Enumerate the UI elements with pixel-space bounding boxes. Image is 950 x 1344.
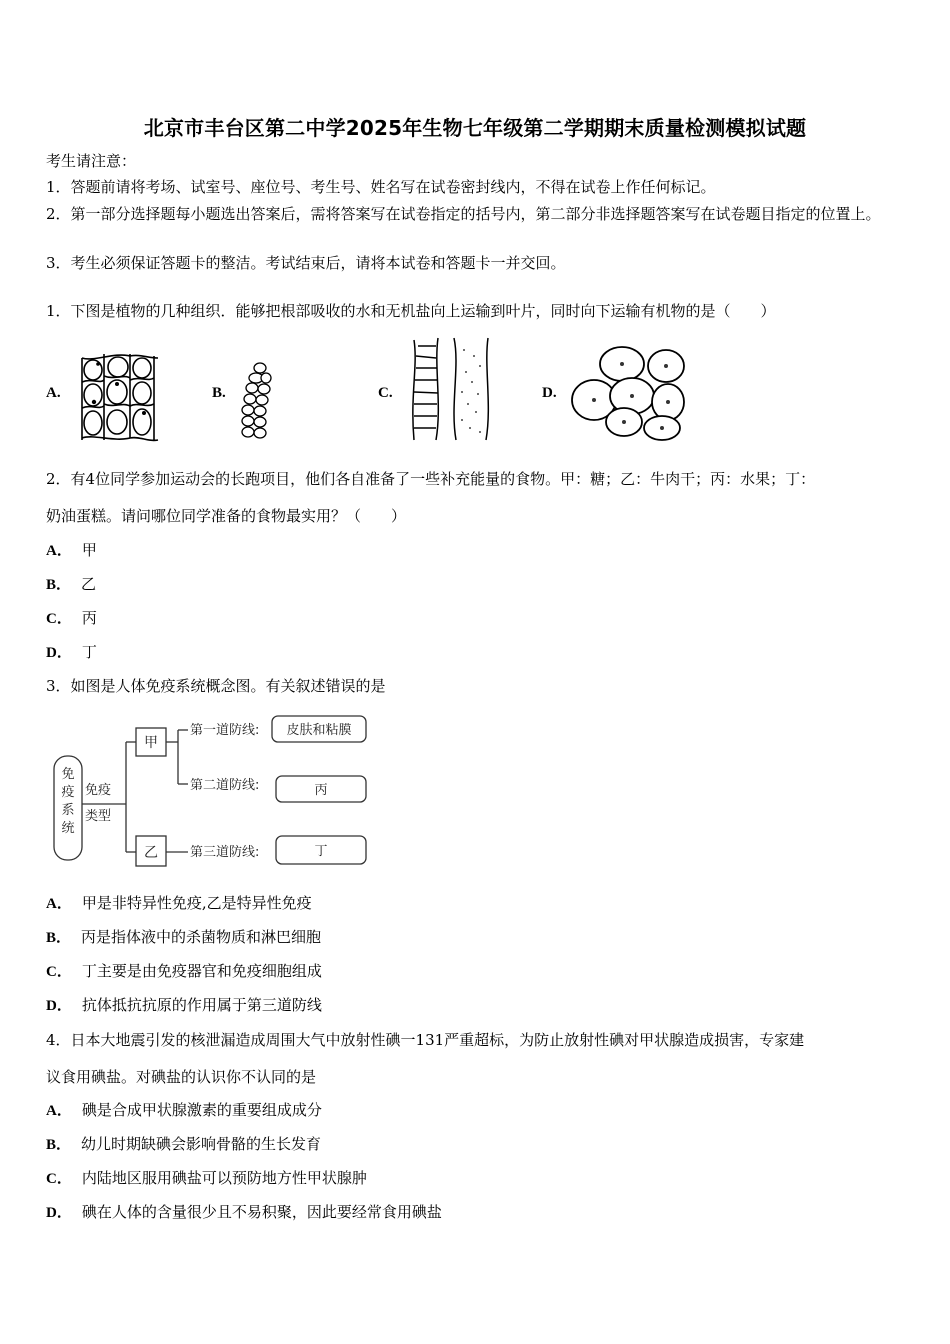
option [46, 1100, 322, 1121]
diagram-line-3: 第三道防线: [190, 845, 260, 860]
option [46, 927, 321, 948]
diagram-box-3-text: 丁 [314, 844, 328, 859]
option [46, 961, 322, 982]
q1-option-b-label: B. [212, 385, 226, 401]
option-label: C． [46, 1171, 72, 1187]
diagram-line-2: 第二道防线: [190, 778, 260, 793]
question-2-stem: 奶油蛋糕。请问哪位同学准备的食物最实用？（ ） [46, 507, 407, 525]
diagram-root-char: 统 [61, 821, 75, 836]
diagram-type-label-2: 类型 [85, 809, 112, 824]
diagram-node-a: 甲 [144, 735, 158, 751]
option-text: 丙 [81, 609, 97, 627]
option-text: 碘是合成甲状腺激素的重要组成成分 [81, 1101, 322, 1119]
option-text: 丙是指体液中的杀菌物质和淋巴细胞 [81, 928, 322, 946]
option-label: B． [46, 930, 72, 946]
q1-tissue-c-figure [404, 336, 496, 444]
q1-tissue-a-figure [74, 350, 164, 445]
diagram-root-char: 免 [61, 767, 75, 782]
option-text: 幼儿时期缺碘会影响骨骼的生长发育 [81, 1135, 322, 1153]
diagram-root-char: 系 [61, 803, 75, 818]
option [46, 608, 97, 629]
option-label: D． [46, 1205, 72, 1221]
option-label: A． [46, 896, 72, 912]
question-2-stem: 2．有4位同学参加运动会的长跑项目，他们各自准备了一些补充能量的食物。甲：糖；乙：牛肉干；丙：水果；丁： [46, 470, 816, 488]
diagram-node-b: 乙 [144, 845, 158, 861]
option-text: 丁主要是由免疫器官和免疫细胞组成 [81, 962, 322, 980]
diagram-box-1-text: 皮肤和粘膜 [286, 723, 352, 738]
diagram-line-1: 第一道防线: [190, 723, 260, 738]
question-4-stem: 议食用碘盐。对碘盐的认识你不认同的是 [46, 1068, 317, 1086]
option-text: 甲 [81, 541, 97, 559]
option-text: 内陆地区服用碘盐可以预防地方性甲状腺肿 [81, 1169, 367, 1187]
option-label: D． [46, 998, 72, 1014]
option-text: 甲是非特异性免疫,乙是特异性免疫 [81, 894, 312, 912]
page-title: 北京市丰台区第二中学2025年生物七年级第二学期期末质量检测模拟试题 [143, 116, 807, 140]
option-label: B． [46, 577, 72, 593]
option-text: 丁 [81, 643, 97, 661]
option-label: C． [46, 611, 72, 627]
option [46, 893, 312, 914]
option-label: A． [46, 1103, 72, 1119]
immune-system-concept-diagram [48, 712, 378, 872]
option-text: 乙 [81, 575, 97, 593]
option [46, 1134, 321, 1155]
question-4-stem: 4．日本大地震引发的核泄漏造成周围大气中放射性碘一131严重超标，为防止放射性碘对甲状腺造成损害，专家建 [46, 1031, 805, 1049]
question-1-stem: 1．下图是植物的几种组织．能够把根部吸收的水和无机盐向上运输到叶片，同时向下运输有机物的是（ ） [46, 302, 776, 320]
option-text: 抗体抵抗抗原的作用属于第三道防线 [81, 996, 322, 1014]
option [46, 995, 322, 1016]
question-3-stem: 3．如图是人体免疫系统概念图。有关叙述错误的是 [46, 677, 386, 695]
option-label: B． [46, 1137, 72, 1153]
notice-heading: 考生请注意： [46, 152, 137, 170]
q1-tissue-d-figure [568, 338, 692, 444]
option-label: C． [46, 964, 72, 980]
diagram-box-2-text: 丙 [314, 783, 328, 798]
option-label: D． [46, 645, 72, 661]
q1-tissue-b-figure [238, 358, 278, 443]
q1-option-d-label: D. [542, 385, 557, 401]
notice-item: 1．答题前请将考场、试室号、座位号、考生号、姓名写在试卷密封线内，不得在试卷上作任何标记。 [46, 178, 716, 196]
option-text: 碘在人体的含量很少且不易积聚，因此要经常食用碘盐 [81, 1203, 442, 1221]
option [46, 540, 97, 561]
option-label: A． [46, 543, 72, 559]
q1-option-a-label: A. [46, 385, 61, 401]
diagram-root-char: 疫 [61, 785, 75, 800]
notice-item: 2．第一部分选择题每小题选出答案后，需将答案写在试卷指定的括号内，第二部分非选择题答案写在试卷题目指定的位置上。 [46, 205, 881, 223]
option [46, 642, 97, 663]
option [46, 1202, 442, 1223]
notice-item: 3．考生必须保证答题卡的整洁。考试结束后，请将本试卷和答题卡一并交回。 [46, 254, 566, 272]
option [46, 574, 96, 595]
diagram-type-label-1: 免疫 [85, 783, 112, 798]
option [46, 1168, 367, 1189]
q1-option-c-label: C. [378, 385, 393, 401]
